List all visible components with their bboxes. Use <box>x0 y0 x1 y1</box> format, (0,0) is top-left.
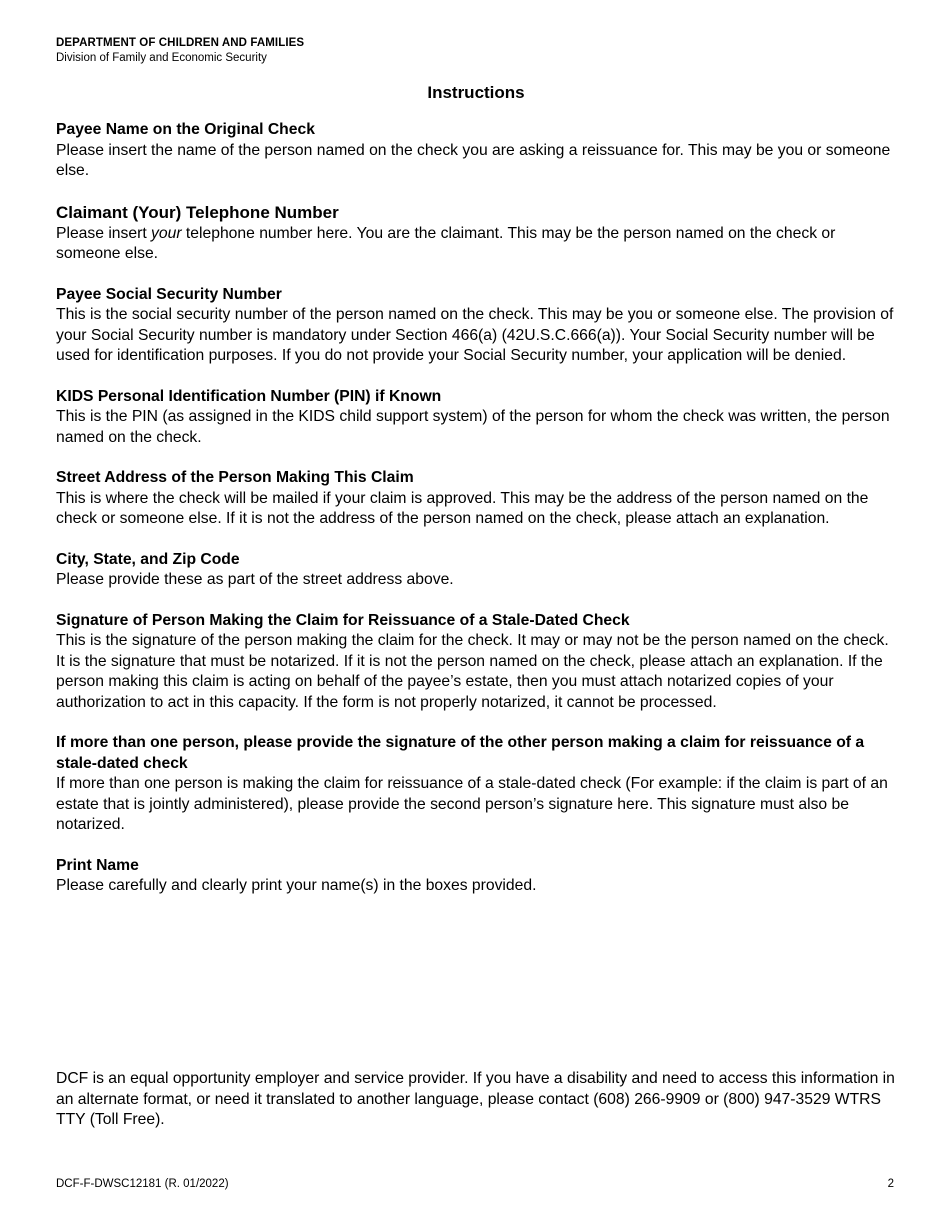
section-body: This is the social security number of the person named on the check. This may be you or someone else. The provision of your Social Security number is mandatory under Section 466(a) (42U.S.C.666(a)). Your Social Security number will be used for identification purposes. If you do not provide your Social Security number, your application will be denied. <box>56 306 894 364</box>
section-body: This is where the check will be mailed if your claim is approved. This may be the address of the person named on the check or someone else. If it is not the address of the person named on the check, please attach an explanation. <box>56 489 869 527</box>
section-body <box>56 224 896 265</box>
section-body: Please insert the name of the person named on the check you are asking a reissuance for. This may be you or someone else. <box>56 141 891 179</box>
section-body: This is the PIN (as assigned in the KIDS child support system) of the person for whom the check was written, the person named on the check. <box>56 408 890 446</box>
section-payee-name <box>56 120 896 182</box>
section-city-state-zip <box>56 550 896 591</box>
division-name: Division of Family and Economic Security <box>56 52 267 64</box>
section-payee-ssn <box>56 285 896 367</box>
section-heading: City, State, and Zip Code <box>56 550 240 568</box>
department-name: DEPARTMENT OF CHILDREN AND FAMILIES <box>56 37 305 49</box>
body-text-before: Please insert <box>56 224 152 242</box>
section-print-name <box>56 856 896 897</box>
section-body: Please provide these as part of the street address above. <box>56 571 454 588</box>
section-heading: If more than one person, please provide the signature of the other person making a claim for reissuance of a stale-dated check <box>56 734 865 772</box>
section-heading: Street Address of the Person Making This Claim <box>56 469 414 486</box>
section-claimant-signature <box>56 611 896 714</box>
document-page <box>56 36 896 917</box>
section-heading: Print Name <box>56 856 139 874</box>
section-kids-pin <box>56 387 896 449</box>
section-body: Please carefully and clearly print your name(s) in the boxes provided. <box>56 877 537 894</box>
section-heading: Signature of Person Making the Claim for Reissuance of a Stale-Dated Check <box>56 611 630 629</box>
section-heading: KIDS Personal Identification Number (PIN) if Known <box>56 387 442 405</box>
section-claimant-telephone <box>56 202 896 265</box>
body-text-emphasis: your <box>151 224 182 242</box>
section-body: This is the signature of the person making the claim for the check. It may or may not be the person named on the check. It is the signature that must be notarized. If it is not the person named on the check, please attach an explanation. If the person making this claim is acting on behalf of the payee’s estate, then you must attach notarized copies of your authorization to act in this capacity. If the form is not properly notarized, it cannot be processed. <box>56 632 889 711</box>
section-heading: Payee Name on the Original Check <box>56 121 315 138</box>
section-second-signature <box>56 733 896 836</box>
equal-opportunity-statement: DCF is an equal opportunity employer and service provider. If you have a disability and need to access this information in an alternate format, or need it translated to another language, please contact (608) 266-9909 or (800) 947-3529 WTRS TTY (Toll Free). <box>56 1070 895 1128</box>
body-text-after: telephone number here. You are the claimant. This may be the person named on the check or someone else. <box>56 224 836 262</box>
section-heading: Claimant (Your) Telephone Number <box>56 202 339 222</box>
form-id: DCF-F-DWSC12181 (R. 01/2022) <box>56 1178 229 1190</box>
section-heading: Payee Social Security Number <box>56 285 282 303</box>
section-street-address <box>56 468 896 530</box>
page-title: Instructions <box>427 83 525 102</box>
page-number: 2 <box>887 1178 894 1190</box>
section-body: If more than one person is making the claim for reissuance of a stale-dated check (For example: if the claim is part of an estate that is jointly administered), please provide the second person’s signature here. This signature must also be notarized. <box>56 775 888 833</box>
